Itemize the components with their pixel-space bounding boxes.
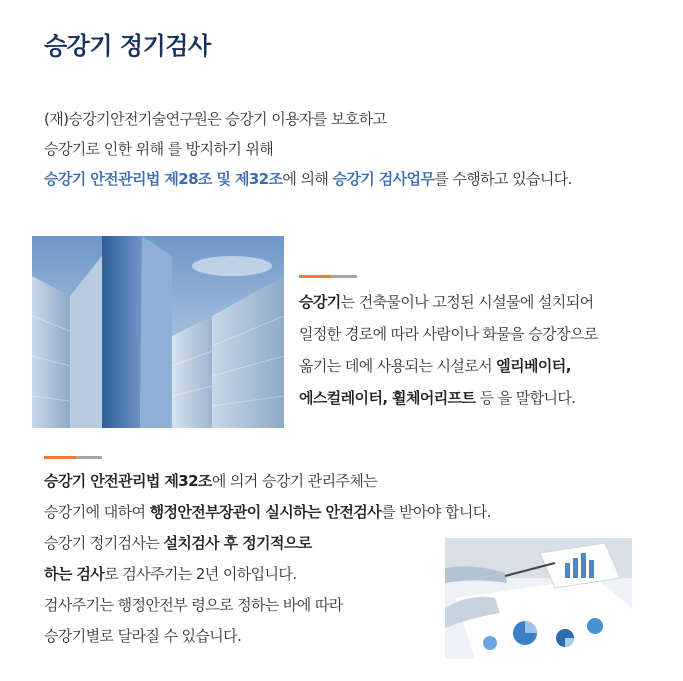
inspection-term: 하는 검사 bbox=[44, 565, 105, 583]
skyscraper-photo bbox=[32, 236, 284, 428]
business-charts-photo bbox=[445, 538, 632, 659]
definition-line-3 bbox=[299, 350, 669, 382]
periodic-inspection-term: 설치검사 후 정기적으로 bbox=[163, 534, 312, 552]
inspection-line-4-rest: 로 검사주기는 2년 이하입니다. bbox=[104, 565, 297, 583]
definition-line-4-rest: 등 을 말합니다. bbox=[475, 389, 576, 407]
law-reference: 승강기 안전관리법 제28조 및 제32조 bbox=[44, 170, 283, 188]
inspection-work: 승강기 검사업무 bbox=[332, 170, 435, 188]
intro-line-3-mid: 에 의해 bbox=[282, 170, 333, 188]
inspection-line-2-pre: 승강기에 대하여 bbox=[44, 503, 150, 521]
accent-bar-1 bbox=[299, 275, 357, 278]
inspection-line-2 bbox=[44, 497, 664, 528]
definition-line-4 bbox=[299, 382, 669, 414]
definition-line-3-text: 옮기는 데에 사용되는 시설로서 bbox=[299, 357, 497, 375]
definition-line-1 bbox=[299, 286, 669, 318]
intro-line-1: (재)승강기안전기술연구원은 승강기 이용자를 보호하고 bbox=[44, 110, 387, 128]
definition-line-1-rest: 는 건축물이나 고정된 시설물에 설치되어 bbox=[340, 293, 594, 311]
inspection-line-6: 승강기별로 달라질 수 있습니다. bbox=[44, 627, 242, 645]
intro-line-3 bbox=[44, 164, 664, 194]
inspection-line-5: 검사주기는 행정안전부 령으로 정하는 바에 따라 bbox=[44, 596, 343, 614]
accent-bar-2 bbox=[44, 456, 102, 459]
inspection-line-1-rest: 에 의거 승강기 관리주체는 bbox=[211, 472, 378, 490]
term-elevator: 승강기 bbox=[299, 293, 341, 311]
elevator-definition bbox=[299, 286, 669, 414]
inspection-line-2-rest: 를 받아야 합니다. bbox=[381, 503, 491, 521]
intro-paragraph bbox=[44, 104, 664, 194]
intro-line-3-end: 를 수행하고 있습니다. bbox=[434, 170, 572, 188]
definition-line-2: 일정한 경로에 따라 사람이나 화물을 승강장으로 bbox=[299, 325, 598, 343]
inspection-line-3-pre: 승강기 정기검사는 bbox=[44, 534, 164, 552]
safety-inspection-term: 행정안전부장관이 실시하는 안전검사 bbox=[149, 503, 382, 521]
law-article-32: 승강기 안전관리법 제32조 bbox=[44, 472, 212, 490]
inspection-line-1 bbox=[44, 466, 664, 497]
term-escalator-wheelchair-lift: 에스컬레이터, 휠체어리프트 bbox=[299, 389, 476, 407]
intro-line-2: 승강기로 인한 위해 를 방지하기 위해 bbox=[44, 140, 274, 158]
page-title: 승강기 정기검사 bbox=[44, 32, 211, 60]
term-elevator-type: 엘리베이터, bbox=[496, 357, 571, 375]
